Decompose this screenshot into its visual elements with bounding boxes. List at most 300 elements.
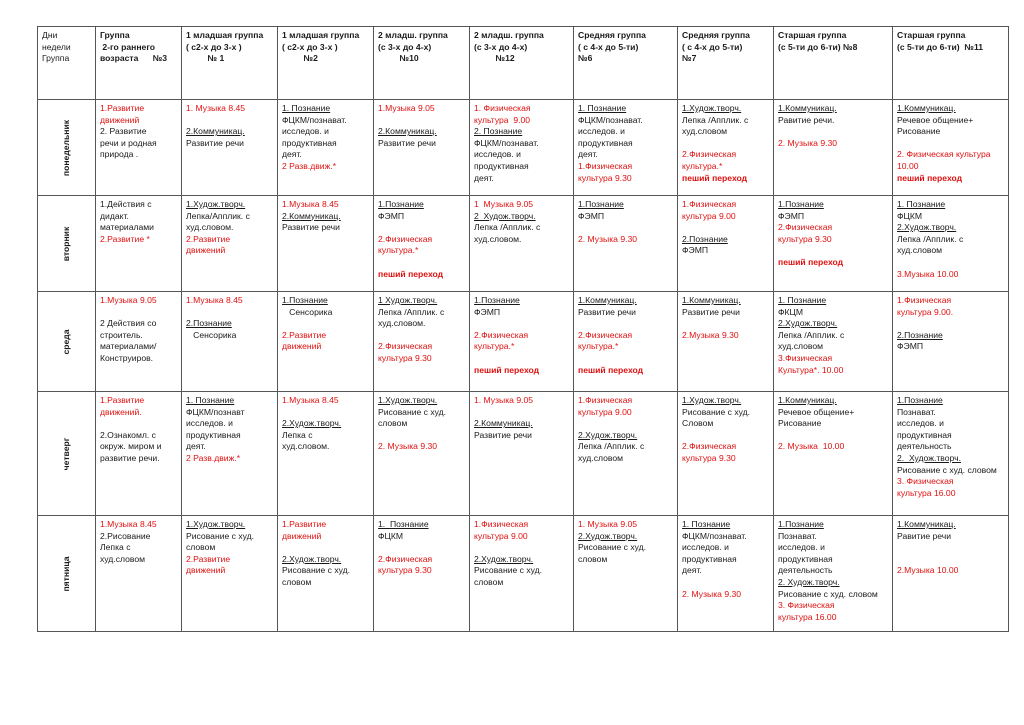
lesson-line: ФЦКМ <box>378 530 404 541</box>
lesson-line: ФЭМП <box>474 306 501 317</box>
lesson-line: 1.Действия с <box>100 199 152 209</box>
day-label: понедельник <box>60 119 71 176</box>
lesson-line: 2.Физическая <box>378 341 433 352</box>
lesson-line: 2.Физическая <box>778 222 833 233</box>
line-gap <box>474 353 569 365</box>
lesson-line: материалами/ <box>100 341 157 352</box>
lesson-cell <box>182 516 278 632</box>
lesson-line: пеший переход <box>578 364 644 375</box>
lesson-line: 2.Физическая <box>682 441 737 452</box>
lesson-line: исследов. и <box>897 418 944 429</box>
lesson-line: дидакт. <box>100 210 129 221</box>
group-header-line: Старшая группа <box>778 30 847 40</box>
lesson-line: исследов. и <box>282 126 329 137</box>
lesson-line: 1.Развитие <box>282 519 327 529</box>
lesson-cell <box>678 392 774 516</box>
corner-header <box>38 27 96 100</box>
lesson-cell <box>574 392 678 516</box>
lesson-line: пеший переход <box>897 172 963 183</box>
lesson-line: 2.Коммуникац. <box>186 126 245 137</box>
lesson-line: продуктивная <box>578 137 633 148</box>
group-header-line: Средняя группа <box>578 30 646 40</box>
lesson-line: Рисование с худ. словом <box>897 464 997 475</box>
lesson-line: исследов. и <box>682 542 729 553</box>
lesson-line: 2.Развитие * <box>100 233 150 244</box>
day-row <box>38 196 1009 292</box>
lesson-line: 2.Ознакомл. с <box>100 429 156 440</box>
lesson-line: 2. Музыка 9.30 <box>578 233 638 244</box>
line-gap <box>378 257 465 269</box>
group-header-line: (с 5-ти до 6-ти) №11 <box>897 41 984 52</box>
lesson-line: строитель. <box>100 329 143 340</box>
lesson-line: развитие речи. <box>100 452 160 463</box>
lesson-line: Конструиров. <box>100 352 154 363</box>
lesson-line: 1. Физическая <box>474 103 531 113</box>
line-gap <box>578 418 673 430</box>
lesson-line: 1.Физическая <box>897 295 952 305</box>
lesson-line: пеший переход <box>378 268 444 279</box>
lesson-line: ФЦКМ/познават. <box>682 530 747 541</box>
line-gap <box>682 430 769 442</box>
group-header-line: Средняя группа <box>682 30 750 40</box>
lesson-line: 1. Познание <box>282 103 331 113</box>
lesson-cell <box>893 392 1009 516</box>
lesson-line: Речевое общение+ <box>897 114 974 125</box>
lesson-line: 1.Познание <box>282 295 328 305</box>
lesson-line: 2.Познание <box>682 233 728 244</box>
lesson-cell <box>182 196 278 292</box>
line-gap <box>378 430 465 442</box>
line-gap <box>778 430 888 442</box>
group-header-line: №10 <box>378 53 419 64</box>
lesson-line: 2. Познание <box>474 126 523 137</box>
lesson-cell <box>470 516 574 632</box>
line-gap <box>778 126 888 138</box>
group-header <box>96 27 182 100</box>
lesson-cell <box>278 392 374 516</box>
lesson-line: 1.Музыка 8.45 <box>282 199 339 209</box>
group-header-line: ( с2-х до 3-х ) <box>282 41 338 52</box>
lesson-line: 2.Худож.творч. <box>474 553 534 564</box>
lesson-line: 1.Музыка 9.05 <box>100 295 157 305</box>
lesson-line: пеший переход <box>474 364 540 375</box>
lesson-line: Культура*. 10.00 <box>778 364 844 375</box>
lesson-line: 1.Развитие <box>100 395 145 405</box>
lesson-cell <box>470 392 574 516</box>
lesson-line: худ.словом <box>682 126 728 137</box>
lesson-cell <box>278 516 374 632</box>
lesson-line: Развитие речи <box>282 222 340 233</box>
lesson-line: 1. Музыка 9.05 <box>474 395 534 405</box>
lesson-line: культура 9.30 <box>682 452 736 463</box>
day-row <box>38 392 1009 516</box>
lesson-line: Лепка с <box>282 429 313 440</box>
lesson-cell <box>774 392 893 516</box>
lesson-cell <box>374 292 470 392</box>
lesson-line: культура 9.30 <box>378 352 432 363</box>
lesson-cell <box>278 196 374 292</box>
line-gap <box>682 222 769 234</box>
lesson-cell <box>774 100 893 196</box>
group-header-line: (с 5-ти до 6-ти) №8 <box>778 41 858 52</box>
lesson-line: 2. Музыка 10.00 <box>778 441 845 452</box>
lesson-line: движений <box>100 114 140 125</box>
line-gap <box>378 542 465 554</box>
lesson-line: культура 9.00 <box>474 530 528 541</box>
lesson-line: 1. Познание <box>578 103 627 113</box>
line-gap <box>282 542 369 554</box>
line-gap <box>897 542 1004 554</box>
lesson-line: худ.словом <box>578 452 624 463</box>
group-header-line: №7 <box>682 53 697 64</box>
lesson-line: продуктивная <box>897 429 952 440</box>
lesson-line: Рисование с худ. словом <box>778 588 878 599</box>
lesson-line: 2.Физическая <box>578 329 633 340</box>
lesson-cell <box>374 196 470 292</box>
lesson-line: 1 Худож.творч. <box>378 295 438 305</box>
lesson-line: Лепка /Апплик. с <box>378 306 445 317</box>
line-gap <box>282 318 369 330</box>
lesson-line: Рисование с худ. <box>378 406 447 417</box>
group-header-line: возраста №3 <box>100 53 168 64</box>
lesson-line: Равитие речи <box>897 530 952 541</box>
lesson-cell <box>470 292 574 392</box>
lesson-line: продуктивная <box>474 160 529 171</box>
lesson-line: исследов. и <box>186 418 233 429</box>
line-gap <box>474 407 569 419</box>
lesson-line: 1.Развитие <box>100 103 145 113</box>
lesson-line: природа . <box>100 149 139 160</box>
lesson-line: 2.Физическая <box>378 233 433 244</box>
lesson-line: 1.Худож.творч. <box>186 519 246 529</box>
lesson-cell <box>278 292 374 392</box>
lesson-line: 1.Коммуникац. <box>578 295 637 305</box>
lesson-line: 1.Коммуникац. <box>682 295 741 305</box>
lesson-line: Рисование с худ. <box>186 530 255 541</box>
lesson-cell <box>678 196 774 292</box>
lesson-line: деят. <box>282 149 302 160</box>
line-gap <box>897 257 1004 269</box>
lesson-line: 2.Худож.творч. <box>578 530 638 541</box>
lesson-line: ФКЦМ <box>778 306 804 317</box>
lesson-cell <box>374 516 470 632</box>
group-header-line: № 1 <box>186 53 225 64</box>
lesson-line: 2.Музыка 10.00 <box>897 565 959 576</box>
group-header-line: 2 младш. группа <box>474 30 544 40</box>
lesson-line: худ.словом. <box>474 233 522 244</box>
lesson-cell <box>678 292 774 392</box>
lesson-line: Сенсорика <box>282 306 333 317</box>
lesson-line: 1.Музыка 8.45 <box>186 295 243 305</box>
lesson-line: 1.Коммуникац. <box>778 103 837 113</box>
lesson-line: 3.Музыка 10.00 <box>897 268 959 279</box>
lesson-line: 2.Развитие <box>282 329 327 340</box>
lesson-cell <box>96 392 182 516</box>
lesson-cell <box>182 292 278 392</box>
header-row <box>38 27 1009 100</box>
line-gap <box>897 318 1004 330</box>
lesson-line: 3. Физическая <box>778 600 835 611</box>
lesson-line: культура 9.30 <box>578 172 632 183</box>
lesson-line: 2 Действия со <box>100 318 157 329</box>
group-header <box>374 27 470 100</box>
lesson-line: Развитие речи <box>378 137 436 148</box>
lesson-line: 1.Худож.творч. <box>682 103 742 113</box>
lesson-line: деят. <box>474 172 494 183</box>
lesson-cell <box>182 392 278 516</box>
lesson-line: деятельность <box>778 565 833 576</box>
lesson-line: Лепка/Апплик. с <box>186 210 250 221</box>
lesson-line: 2.Худож.творч. <box>897 222 957 233</box>
group-header-line: 2-го раннего <box>100 41 156 52</box>
lesson-line: 1.Худож.творч. <box>682 395 742 405</box>
lesson-cell <box>470 196 574 292</box>
lesson-cell <box>893 196 1009 292</box>
lesson-line: Познават. <box>897 406 936 417</box>
lesson-cell <box>774 516 893 632</box>
group-header-line: (с 3-х до 4-х) <box>378 41 432 52</box>
lesson-line: Развитие речи <box>474 429 532 440</box>
lesson-line: материалами <box>100 222 154 233</box>
lesson-line: продуктивная <box>682 553 737 564</box>
lesson-line: 2.Худож.творч. <box>778 318 838 329</box>
lesson-line: худ.словом <box>100 553 146 564</box>
lesson-cell <box>96 516 182 632</box>
line-gap <box>578 222 673 234</box>
lesson-line: 2.Худож.творч. <box>578 429 638 440</box>
lesson-line: 1.Коммуникац. <box>897 103 956 113</box>
group-header-line: Группа <box>100 30 130 40</box>
day-row <box>38 100 1009 196</box>
lesson-line: 2 Худож.творч. <box>474 210 536 221</box>
lesson-line: 1.Худож.творч. <box>378 395 438 405</box>
lesson-line: Сенсорика <box>186 329 237 340</box>
lesson-line: Лепка /Апплик. с <box>897 233 964 244</box>
lesson-line: Рисование с худ. <box>578 542 647 553</box>
group-header-line: ( с 4-х до 5-ти) <box>578 41 639 52</box>
lesson-line: 2 Разв.движ.* <box>186 452 241 463</box>
lesson-line: ФЦКМ/познават. <box>282 114 347 125</box>
lesson-line: Рисование с худ. <box>282 565 351 576</box>
lesson-line: 2.Развитие <box>186 233 231 244</box>
day-cell <box>38 392 96 516</box>
corner-line: недели <box>42 41 71 52</box>
lesson-cell <box>574 516 678 632</box>
lesson-line: культура.* <box>378 245 419 256</box>
lesson-line: Равитие речи. <box>778 114 835 125</box>
lesson-line: 1. Познание <box>378 519 429 529</box>
group-header-line: №6 <box>578 53 593 64</box>
lesson-line: Лепка /Апплик. с <box>474 222 541 233</box>
lesson-line: словом <box>474 576 504 587</box>
lesson-cell <box>574 196 678 292</box>
lesson-line: движений <box>186 245 226 256</box>
lesson-line: Развитие речи <box>186 137 244 148</box>
lesson-line: окруж. миром и <box>100 441 162 452</box>
lesson-line: ФЦКМ/познават. <box>578 114 643 125</box>
lesson-line: Лепка /Апплик. с <box>778 329 845 340</box>
lesson-line: 2. Физическая культура <box>897 149 991 160</box>
lesson-line: 1.Познание <box>897 395 943 405</box>
lesson-cell <box>574 292 678 392</box>
lesson-line: худ.словом. <box>378 318 426 329</box>
lesson-line: Рисование <box>778 418 822 429</box>
lesson-line: 1.Познание <box>778 199 824 209</box>
lesson-line: 1.Познание <box>474 295 520 305</box>
lesson-cell <box>678 100 774 196</box>
lesson-line: 1.Музыка 8.45 <box>282 395 339 405</box>
day-label: пятница <box>60 555 71 592</box>
lesson-line: ФЭМП <box>897 341 924 352</box>
lesson-line: 1. Познание <box>186 395 235 405</box>
day-row <box>38 292 1009 392</box>
lesson-cell <box>96 292 182 392</box>
lesson-line: 2.Физическая <box>474 329 529 340</box>
lesson-line: 2.Физическая <box>682 149 737 160</box>
lesson-line: 2.Познание <box>897 329 943 340</box>
lesson-line: 1 Музыка 9.05 <box>474 199 534 209</box>
lesson-line: культура.* <box>578 341 619 352</box>
lesson-line: ФЦКМ/познават. <box>474 137 539 148</box>
lesson-line: 1. Музыка 8.45 <box>186 103 246 113</box>
lesson-cell <box>374 100 470 196</box>
lesson-line: 2.Худож.творч. <box>282 418 342 429</box>
lesson-line: 2.Развитие <box>186 553 231 564</box>
group-header <box>182 27 278 100</box>
day-label: вторник <box>60 226 71 261</box>
line-gap <box>474 318 569 330</box>
lesson-line: 1.Коммуникац. <box>897 519 956 529</box>
line-gap <box>897 138 1004 150</box>
lesson-line: культура.* <box>682 160 723 171</box>
day-row <box>38 516 1009 632</box>
lesson-cell <box>893 292 1009 392</box>
lesson-cell <box>470 100 574 196</box>
lesson-line: 2. Худож.творч. <box>778 576 840 587</box>
day-cell <box>38 292 96 392</box>
group-header-line: (с 3-х до 4-х) <box>474 41 528 52</box>
schedule-table <box>37 26 1009 632</box>
group-header-line: №12 <box>474 53 515 64</box>
lesson-line: 2.Коммуникац. <box>282 210 341 221</box>
day-label: среда <box>60 328 71 355</box>
lesson-line: 2 Разв.движ.* <box>282 160 337 171</box>
lesson-line: продуктивная <box>778 553 833 564</box>
group-header-line: ( с2-х до 3-х ) <box>186 41 242 52</box>
lesson-line: 10.00 <box>897 160 919 171</box>
line-gap <box>778 245 888 257</box>
group-header <box>774 27 893 100</box>
line-gap <box>378 222 465 234</box>
lesson-line: 1.Физическая <box>474 519 529 529</box>
line-gap <box>682 318 769 330</box>
line-gap <box>186 307 273 319</box>
day-label: четверг <box>60 437 71 470</box>
group-header <box>893 27 1009 100</box>
lesson-line: исследов. и <box>474 149 521 160</box>
lesson-cell <box>893 516 1009 632</box>
lesson-cell <box>182 100 278 196</box>
lesson-line: Словом <box>682 418 714 429</box>
lesson-line: культура 9.00. <box>897 306 954 317</box>
lesson-line: 3. Физическая <box>897 476 954 487</box>
lesson-line: Развитие речи <box>682 306 740 317</box>
lesson-line: Развитие речи <box>578 306 636 317</box>
lesson-cell <box>574 100 678 196</box>
lesson-line: ФЭМП <box>378 210 405 221</box>
group-header-line: ( с 4-х до 5-ти) <box>682 41 743 52</box>
lesson-line: Речевое общение+ <box>778 406 855 417</box>
lesson-line: пеший переход <box>778 256 844 267</box>
lesson-line: словом <box>378 418 408 429</box>
line-gap <box>378 115 465 127</box>
lesson-line: 2.Коммуникац. <box>378 126 437 137</box>
lesson-line: деятельность <box>897 441 952 452</box>
lesson-line: Лепка /Апплик. с <box>682 114 749 125</box>
lesson-line: 2. Развитие <box>100 126 147 137</box>
lesson-line: Познават. <box>778 530 817 541</box>
lesson-cell <box>96 100 182 196</box>
lesson-line: 3.Физическая <box>778 352 833 363</box>
line-gap <box>282 407 369 419</box>
lesson-line: деят. <box>186 441 206 452</box>
group-header-line: Старшая группа <box>897 30 966 40</box>
line-gap <box>578 353 673 365</box>
lesson-line: 2. Музыка 9.30 <box>378 441 438 452</box>
lesson-line: 2. Музыка 9.30 <box>778 137 838 148</box>
lesson-line: 1.Музыка 9.05 <box>378 103 435 113</box>
lesson-line: исследов. и <box>578 126 625 137</box>
line-gap <box>474 542 569 554</box>
lesson-line: словом <box>186 542 216 553</box>
lesson-line: 1.Коммуникац. <box>778 395 837 405</box>
lesson-line: 1.Познание <box>778 519 824 529</box>
lesson-line: речи и родная <box>100 137 157 148</box>
lesson-line: продуктивная <box>282 137 337 148</box>
lesson-line: 1.Худож.творч. <box>186 199 246 209</box>
lesson-line: 2.Худож.творч. <box>282 553 342 564</box>
line-gap <box>897 554 1004 566</box>
lesson-line: движений <box>186 565 226 576</box>
lesson-line: худ.словом. <box>282 441 330 452</box>
lesson-line: культура 16.00 <box>897 487 956 498</box>
lesson-line: 2.Музыка 9.30 <box>682 329 739 340</box>
lesson-line: 1.Музыка 8.45 <box>100 519 157 529</box>
lesson-line: культура 9.00 <box>682 210 736 221</box>
lesson-line: Рисование с худ. <box>682 406 751 417</box>
lesson-line: 1.Физическая <box>682 199 737 209</box>
lesson-line: худ.словом <box>778 341 824 352</box>
day-cell <box>38 516 96 632</box>
lesson-line: продуктивная <box>186 429 241 440</box>
lesson-line: худ.словом <box>897 245 943 256</box>
corner-line: Дни <box>42 30 58 40</box>
lesson-line: культура.* <box>474 341 515 352</box>
lesson-line: худ.словом. <box>186 222 234 233</box>
lesson-line: культура 9.00 <box>578 406 632 417</box>
lesson-line: культура 9.30 <box>378 565 432 576</box>
lesson-cell <box>374 392 470 516</box>
lesson-line: ФЭМП <box>578 210 605 221</box>
lesson-line: 1.Физическая <box>578 395 633 405</box>
lesson-cell <box>893 100 1009 196</box>
lesson-line: движений <box>282 530 322 541</box>
lesson-line: 2. Музыка 9.30 <box>682 588 742 599</box>
lesson-line: 1.Познание <box>378 199 424 209</box>
corner-line: Группа <box>42 53 70 64</box>
lesson-line: исследов. и <box>778 542 825 553</box>
group-header-line: 1 младшая группа <box>282 30 360 40</box>
